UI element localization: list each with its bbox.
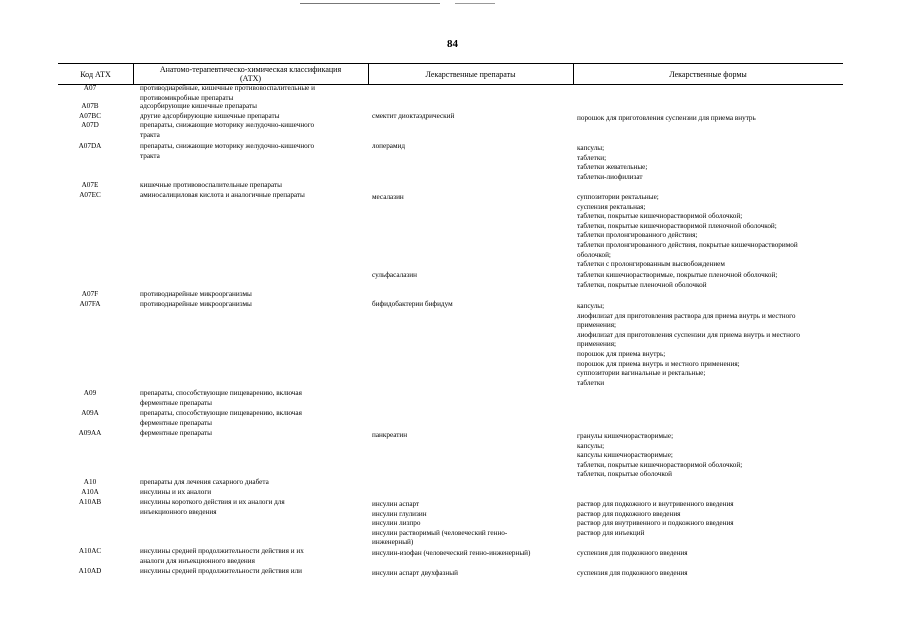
table-row-code: A09AA (78, 429, 102, 437)
table-row-code: A09 (83, 389, 97, 397)
table-row-classification: адсорбирующие кишечные препараты (140, 102, 257, 110)
table-row-classification: инсулины и их аналоги (140, 488, 212, 496)
table-row-drug: смектит диоктаэдрический (372, 112, 455, 120)
table-row-classification: другие адсорбирующие кишечные препараты (140, 112, 280, 120)
table-row-code: A07D (81, 121, 99, 129)
table-row-form: капсулы; таблетки; таблетки жевательные; таблетки-лиофилизат (577, 144, 648, 181)
table-row-classification: противодиарейные, кишечные противовоспалительные и противомикробные препараты (140, 84, 316, 102)
table-row-drug: сульфасалазин (372, 271, 417, 279)
table-row-code: A10AD (78, 567, 102, 575)
table-row-drug: месалазин (372, 193, 404, 201)
header-forms: Лекарственные формы (669, 69, 747, 79)
table-row-form: раствор для подкожного и внутривенного введения раствор для подкожного введения раствор для внутривенного и подкожного введения раствор для инъекций (577, 500, 734, 537)
top-rule (300, 3, 440, 4)
table-row-classification: противодиарейные микроорганизмы (140, 290, 252, 298)
table-row-code: A10AC (78, 547, 102, 555)
table-row-drug: инсулин-изофан (человеческий генно-инженерный) (372, 549, 531, 557)
table-row-drug: инсулин аспарт инсулин глулизин инсулин лизпро инсулин растворимый (человеческий генно- инженерный) (372, 500, 508, 547)
table-row-classification: ферментные препараты (140, 429, 212, 437)
table-row-drug: инсулин аспарт двухфазный (372, 569, 458, 577)
table-row-code: A07EC (79, 191, 101, 199)
table-header (58, 63, 843, 85)
table-row-classification: противодиарейные микроорганизмы (140, 300, 252, 308)
header-classification: Анатомо-терапевтическо-химическая классификация (АТХ) (159, 65, 342, 83)
table-row-drug: бифидобактерии бифидум (372, 300, 453, 308)
table-row-code: A07B (81, 102, 99, 110)
table-row-classification: кишечные противовоспалительные препараты (140, 181, 282, 189)
table-row-classification: инсулины короткого действия и их аналоги для инъекционного введения (140, 498, 285, 516)
table-row-form: таблетки кишечнорастворимые, покрытые пленочной оболочкой; таблетки, покрытые пленочной оболочкой (577, 271, 778, 289)
table-row-form: суспензия для подкожного введения (577, 569, 688, 577)
header-code: Код АТХ (80, 69, 111, 79)
table-row-classification: препараты, способствующие пищеварению, включая ферментные препараты (140, 409, 302, 427)
table-row-drug: лоперамид (372, 142, 406, 150)
table-row-classification: препараты, способствующие пищеварению, включая ферментные препараты (140, 389, 302, 407)
table-row-code: A07 (83, 84, 97, 92)
table-row-classification: инсулины средней продолжительности действия и их аналоги для инъекционного введения (140, 547, 304, 565)
table-row-code: A10 (83, 478, 97, 486)
page-number: 84 (447, 38, 458, 50)
table-row-drug: панкреатин (372, 431, 408, 439)
table-row-code: A07F (81, 290, 99, 298)
table-row-code: A07DA (78, 142, 102, 150)
table-row-classification: препараты, снижающие моторику желудочно-кишечного тракта (140, 121, 315, 139)
table-row-code: A07E (81, 181, 99, 189)
table-row-form: суппозитории ректальные; суспензия ректальная; таблетки, покрытые кишечнорастворимой оболочкой; таблетки, покрытые кишечнорастворимой пленочной оболочкой; таблетки пролонгированного действия; таблетки пролонгированного действия, покрытые кишечнорастворимой оболочкой; таблетки с пролонгированным высвобождением (577, 193, 798, 269)
table-row-classification: препараты, снижающие моторику желудочно-кишечного тракта (140, 142, 315, 160)
header-drugs: Лекарственные препараты (425, 69, 516, 79)
table-row-classification: аминосалициловая кислота и аналогичные препараты (140, 191, 305, 199)
table-row-form: капсулы; лиофилизат для приготовления раствора для приема внутрь и местного применения; лиофилизат для приготовления суспензии для приема внутрь и местного применения; порошок для приема внутрь; порошок для приема внутрь и местного применения; суппозитории вагинальные и ректальные; таблетки (577, 302, 800, 387)
table-row-code: A10AB (78, 498, 102, 506)
table-row-form: гранулы кишечнорастворимые; капсулы; капсулы кишечнорастворимые; таблетки, покрытые кишечнорастворимой оболочкой; таблетки, покрытые оболочкой (577, 432, 743, 479)
table-row-code: A07FA (79, 300, 101, 308)
table-row-code: A07BC (79, 112, 101, 120)
table-row-code: A10A (81, 488, 99, 496)
table-row-form: порошок для приготовления суспензии для приема внутрь (577, 114, 756, 122)
table-row-classification: инсулины средней продолжительности действия или (140, 567, 303, 575)
table-row-form: суспензия для подкожного введения (577, 549, 688, 557)
top-rule-short (455, 3, 495, 4)
table-row-code: A09A (81, 409, 99, 417)
table-row-classification: препараты для лечения сахарного диабета (140, 478, 269, 486)
